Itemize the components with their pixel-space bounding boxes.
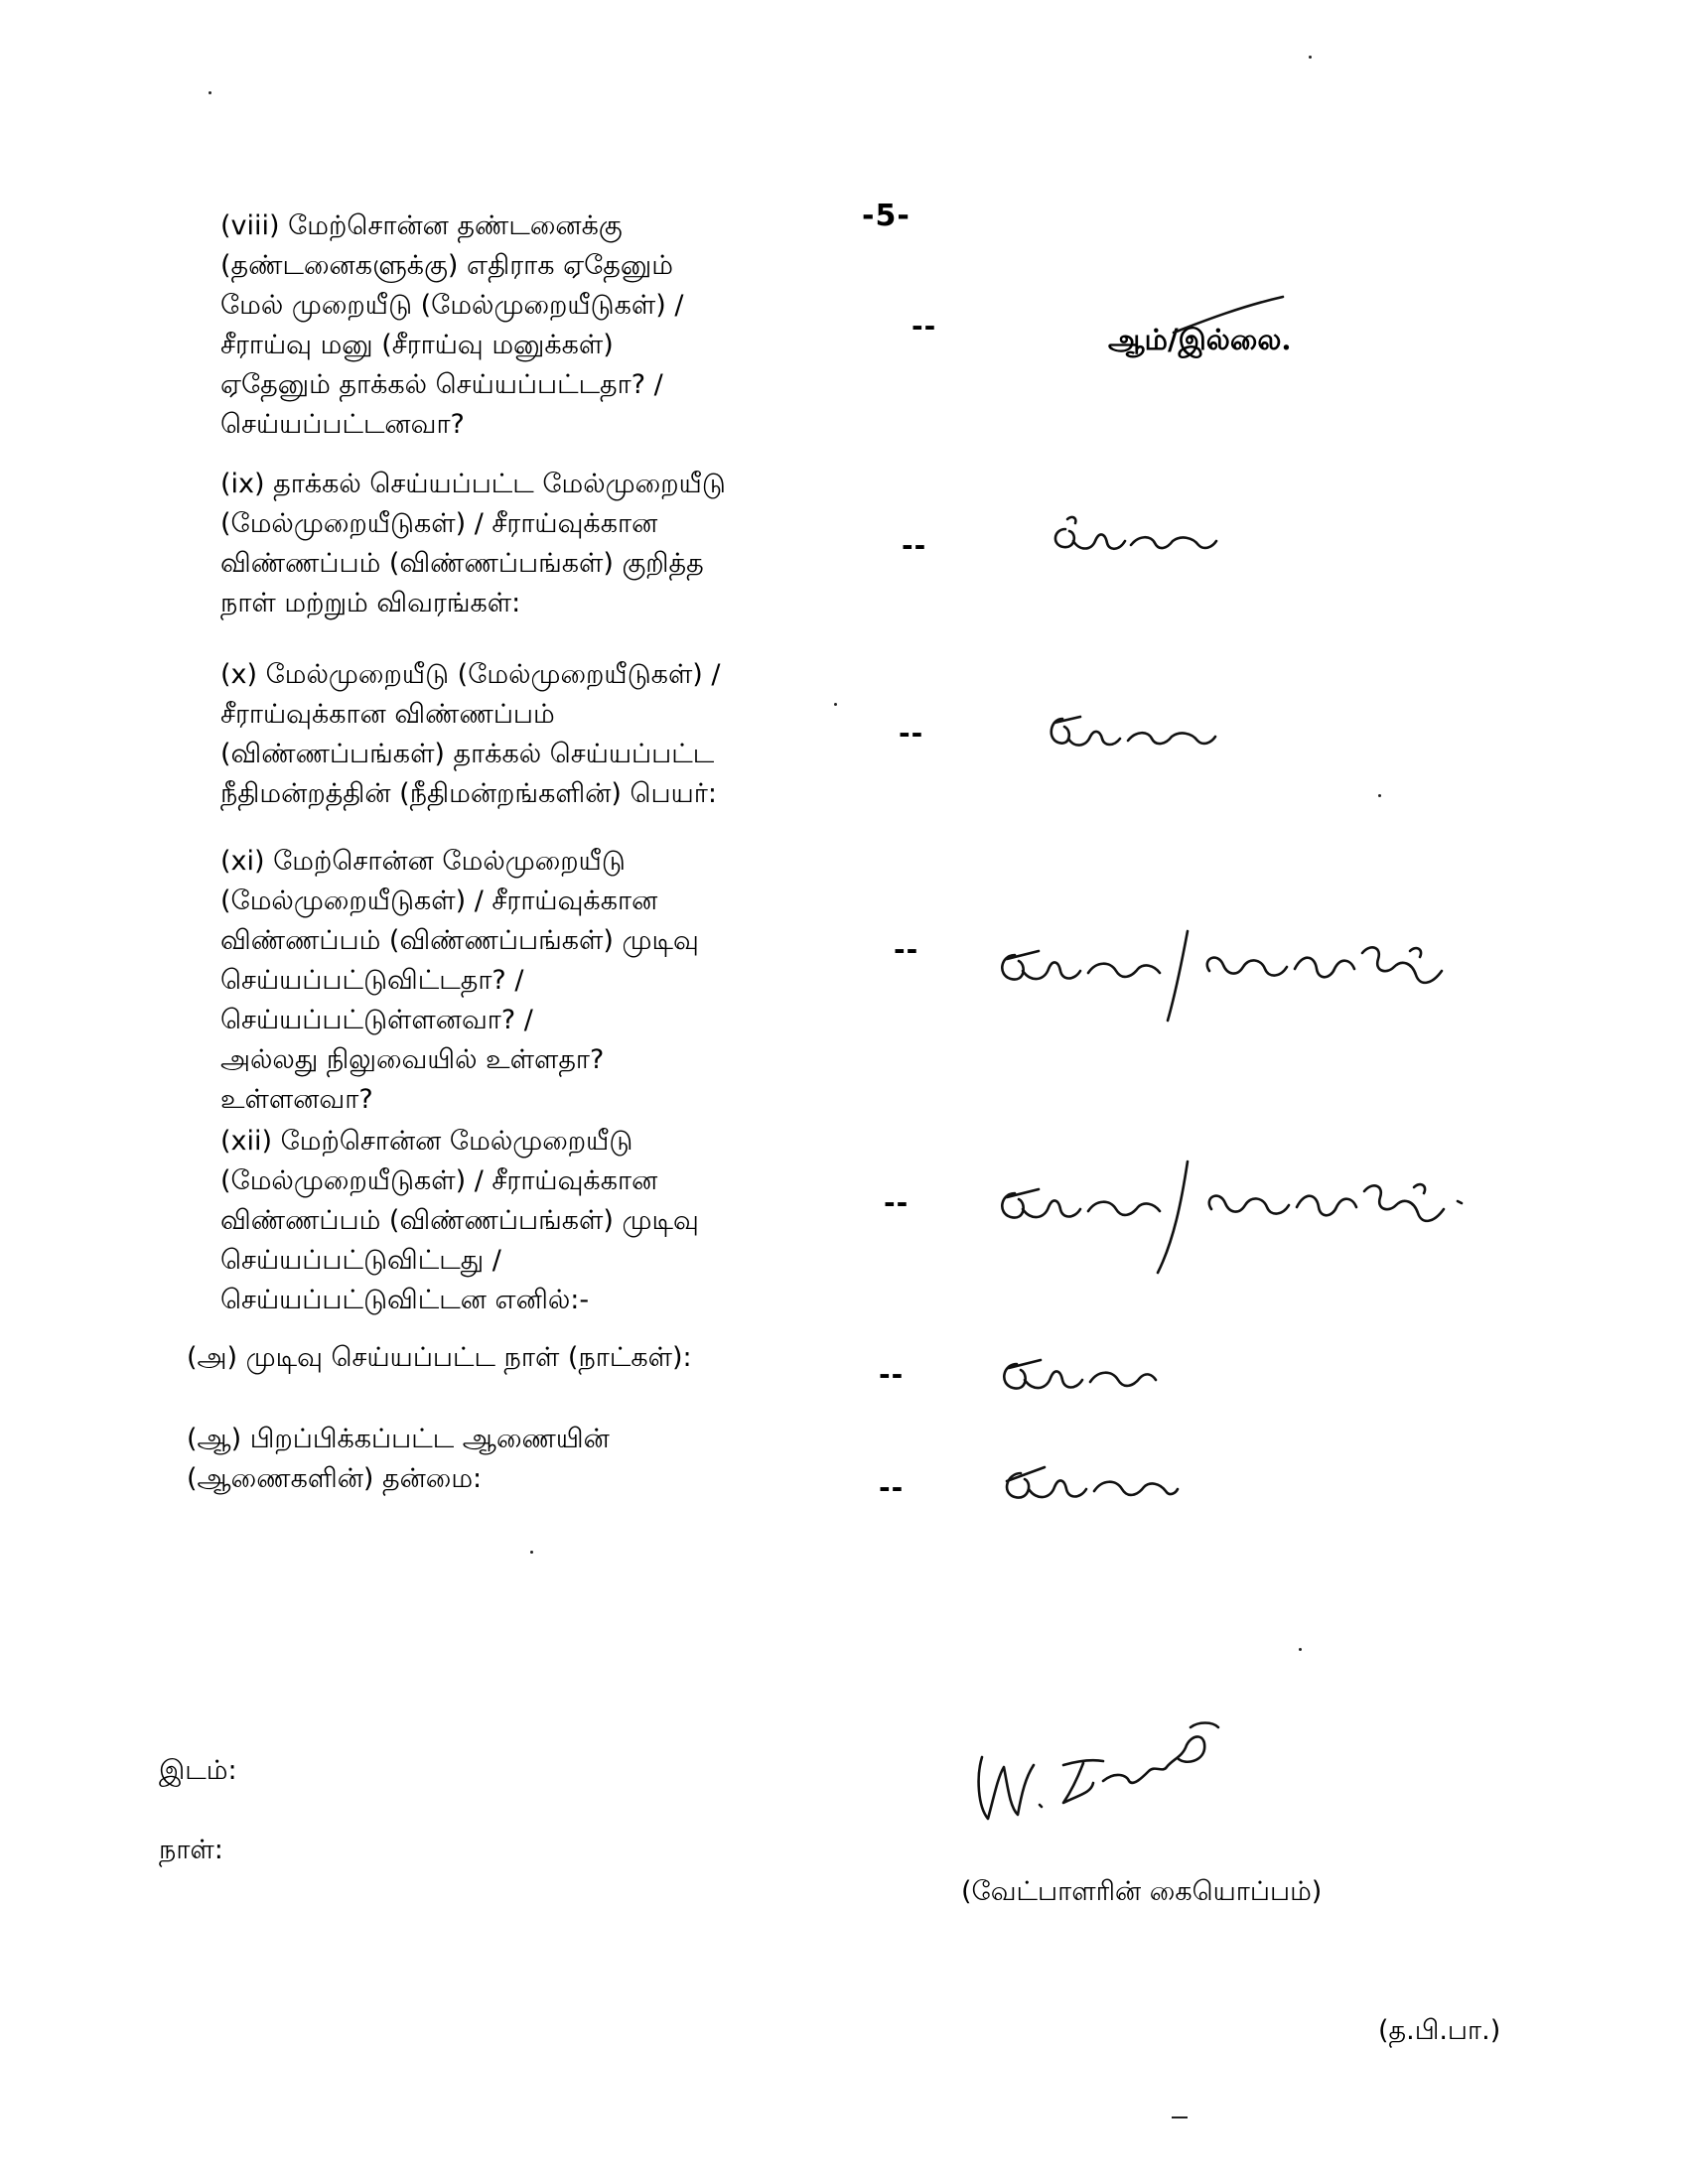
answer-dash: --: [912, 310, 937, 342]
question-line: சீராய்வுக்கான விண்ணப்பம்: [220, 699, 555, 730]
question-line: (அ) முடிவு செய்யப்பட்ட நாள் (நாட்கள்):: [187, 1342, 692, 1373]
place-label: இடம்:: [159, 1755, 237, 1786]
signature-caption: (வேட்பாளரின் கையொப்பம்): [961, 1876, 1323, 1907]
question-line: (viii) மேற்சொன்ன தண்டனைக்கு: [220, 210, 623, 241]
answer-dash: --: [902, 529, 927, 562]
answer-dash: --: [879, 1358, 905, 1391]
question-line: ஏதேனும் தாக்கல் செய்யப்பட்டதா? /: [220, 369, 663, 400]
candidate-signature: [968, 1688, 1236, 1846]
question-viii: [220, 206, 836, 445]
answer-dash: --: [884, 1186, 910, 1219]
question-line: (விண்ணப்பங்கள்) தாக்கல் செய்யப்பட்ட: [220, 739, 715, 769]
question-xi: [220, 842, 836, 1120]
scan-speck: [530, 1551, 533, 1554]
question-line: விண்ணப்பம் (விண்ணப்பங்கள்) முடிவு: [220, 1205, 699, 1236]
question-line: நாள் மற்றும் விவரங்கள்:: [220, 588, 521, 618]
handwritten-answer-aa: [995, 1459, 1184, 1509]
question-line: (ஆ) பிறப்பிக்கப்பட்ட ஆணையின்: [187, 1424, 610, 1454]
question-ix: [220, 465, 836, 623]
scan-speck: [1309, 56, 1312, 59]
question-line: நீதிமன்றத்தின் (நீதிமன்றங்களின்) பெயர்:: [220, 778, 717, 809]
answer-dash: --: [894, 933, 919, 966]
question-line: செய்யப்பட்டுள்ளனவா? /: [220, 1005, 533, 1035]
question-line: அல்லது நிலுவையில் உள்ளதா?: [220, 1044, 605, 1075]
handwritten-answer-xii: [991, 1152, 1477, 1276]
question-line: (மேல்முறையீடுகள்) / சீராய்வுக்கான: [220, 508, 658, 539]
question-line: (ix) தாக்கல் செய்யப்பட்ட மேல்முறையீடு: [220, 469, 726, 499]
scan-speck: [1378, 794, 1381, 797]
question-line: (தண்டனைகளுக்கு) எதிராக ஏதேனும்: [220, 250, 673, 281]
handwritten-answer-a: [993, 1350, 1162, 1400]
handwritten-answer-x: [1041, 707, 1219, 756]
question-xii: [220, 1122, 836, 1320]
question-line: (xii) மேற்சொன்ன மேல்முறையீடு: [220, 1126, 633, 1157]
answer-dash: --: [879, 1471, 905, 1504]
question-line: (மேல்முறையீடுகள்) / சீராய்வுக்கான: [220, 886, 658, 916]
question-line: செய்யப்பட்டுவிட்டது /: [220, 1245, 501, 1276]
question-line: (மேல்முறையீடுகள்) / சீராய்வுக்கான: [220, 1165, 658, 1196]
please-turn-over: (த.பி.பா.): [1378, 2015, 1501, 2046]
question-line: செய்யப்பட்டனவா?: [220, 409, 465, 440]
answer-viii: ஆம்/இல்லை.: [1108, 323, 1292, 356]
question-line: செய்யப்பட்டுவிட்டன எனில்:-: [220, 1285, 590, 1315]
question-line: உள்ளனவா?: [220, 1084, 373, 1115]
scan-speck: [209, 91, 211, 94]
question-line: செய்யப்பட்டுவிட்டதா? /: [220, 965, 524, 996]
question-line: விண்ணப்பம் (விண்ணப்பங்கள்) குறித்த: [220, 548, 704, 579]
question-x: [220, 655, 836, 814]
handwritten-answer-ix: [1048, 511, 1221, 561]
handwritten-answer-xi: [993, 913, 1460, 1027]
question-line: சீராய்வு மனு (சீராய்வு மனுக்கள்): [220, 330, 614, 360]
question-a: [187, 1338, 802, 1378]
scan-speck: [834, 703, 837, 706]
question-line: (ஆணைகளின்) தன்மை:: [187, 1463, 483, 1494]
question-aa: [187, 1420, 802, 1499]
answer-dash: --: [899, 717, 924, 750]
question-line: மேல் முறையீடு (மேல்முறையீடுகள்) /: [220, 290, 684, 321]
question-line: (x) மேல்முறையீடு (மேல்முறையீடுகள்) /: [220, 659, 721, 690]
question-line: (xi) மேற்சொன்ன மேல்முறையீடு: [220, 846, 626, 877]
question-line: விண்ணப்பம் (விண்ணப்பங்கள்) முடிவு: [220, 925, 699, 956]
date-label: நாள்:: [159, 1835, 223, 1865]
scan-mark: [1172, 2116, 1188, 2118]
tick-mark: [1170, 293, 1289, 342]
scan-speck: [1299, 1648, 1302, 1651]
page-number: -5-: [862, 199, 911, 233]
